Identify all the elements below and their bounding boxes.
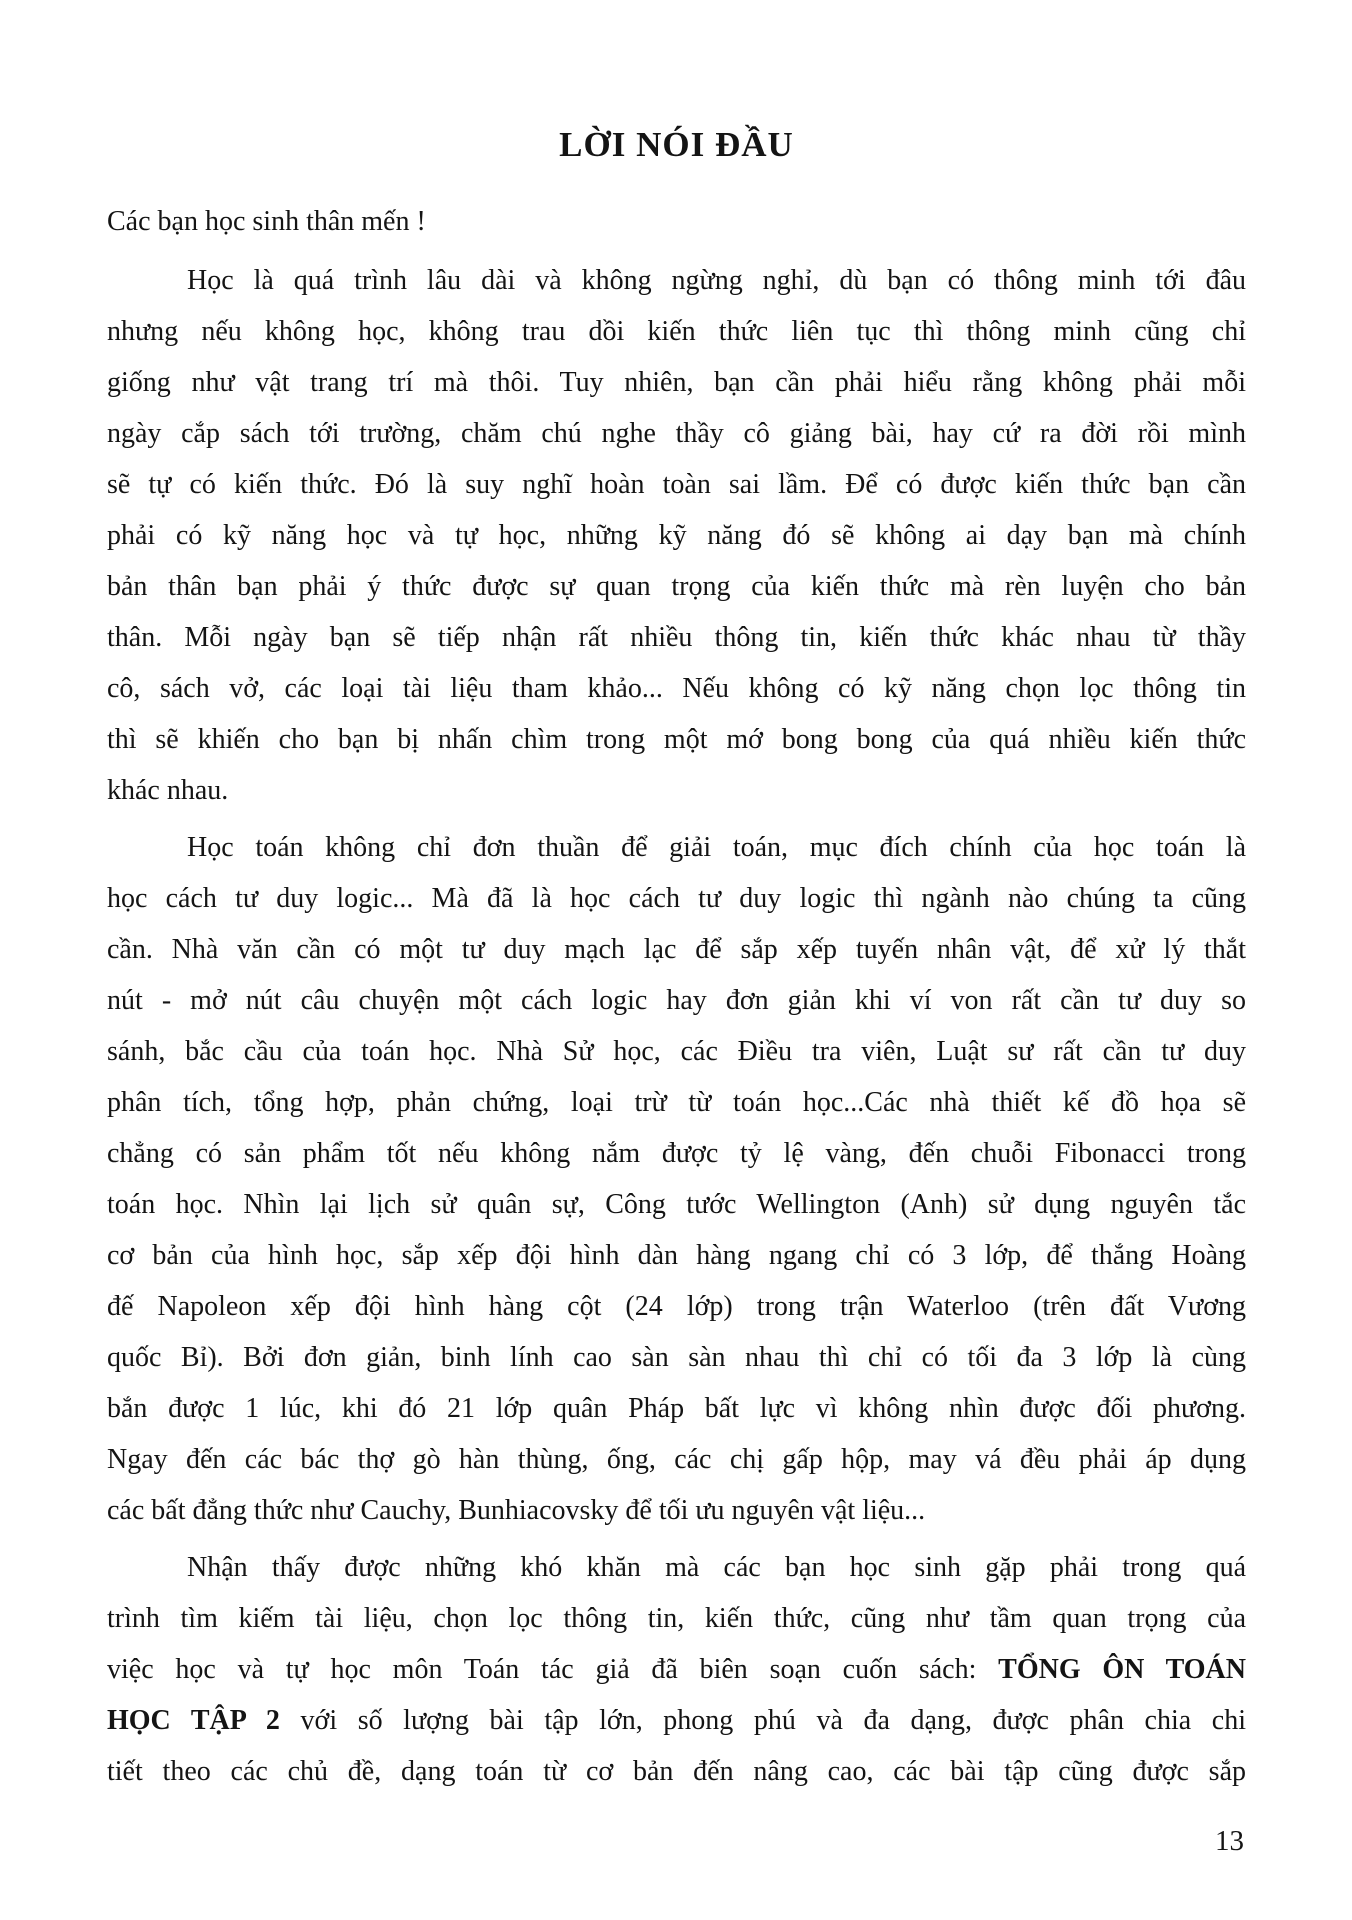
- text-segment: toán học. Nhìn lại lịch sử quân sự, Công tước Wellington (Anh) sử dụng nguyên tắc: [107, 1189, 1246, 1220]
- text-line: [107, 1179, 1246, 1230]
- paragraph: [107, 822, 1246, 1536]
- text-segment: trình tìm kiếm tài liệu, chọn lọc thông tin, kiến thức, cũng như tầm quan trọng của: [107, 1603, 1246, 1634]
- text-line: [107, 873, 1246, 924]
- text-segment: nhưng nếu không học, không trau dồi kiến thức liên tục thì thông minh cũng chỉ: [107, 316, 1246, 347]
- text-segment: ngày cắp sách tới trường, chăm chú nghe thầy cô giảng bài, hay cứ ra đời rồi mình: [107, 418, 1246, 449]
- bold-text-segment: TỔNG ÔN TOÁN: [998, 1654, 1247, 1685]
- page-title: LỜI NÓI ĐẦU: [559, 125, 794, 164]
- salutation-line: Các bạn học sinh thân mến !: [107, 206, 426, 237]
- paragraph: [107, 255, 1246, 816]
- text-segment: sẽ tự có kiến thức. Đó là suy nghĩ hoàn toàn sai lầm. Để có được kiến thức bạn cần: [107, 469, 1246, 500]
- text-segment: phải có kỹ năng học và tự học, những kỹ năng đó sẽ không ai dạy bạn mà chính: [107, 520, 1246, 551]
- text-segment: Học là quá trình lâu dài và không ngừng nghỉ, dù bạn có thông minh tới đâu: [187, 265, 1246, 296]
- text-segment: sánh, bắc cầu của toán học. Nhà Sử học, các Điều tra viên, Luật sư rất cần tư duy: [107, 1036, 1246, 1067]
- text-line: [107, 1434, 1246, 1485]
- text-line: [107, 561, 1246, 612]
- text-line: [107, 975, 1246, 1026]
- text-line: [107, 1485, 1246, 1536]
- text-line: [107, 663, 1246, 714]
- text-segment: việc học và tự học môn Toán tác giả đã biên soạn cuốn sách:: [107, 1654, 999, 1685]
- text-segment: thì sẽ khiến cho bạn bị nhấn chìm trong một mớ bong bong của quá nhiều kiến thức: [107, 724, 1246, 755]
- text-line: [107, 306, 1246, 357]
- text-segment: với số lượng bài tập lớn, phong phú và đa dạng, được phân chia chi: [279, 1705, 1246, 1736]
- text-line: [107, 1695, 1246, 1746]
- text-segment: quốc Bỉ). Bởi đơn giản, binh lính cao sàn sàn nhau thì chỉ có tối đa 3 lớp là cùng: [107, 1342, 1246, 1373]
- text-segment: cô, sách vở, các loại tài liệu tham khảo... Nếu không có kỹ năng chọn lọc thông tin: [107, 673, 1246, 704]
- text-line: [107, 1230, 1246, 1281]
- bold-text-segment: HỌC TẬP 2: [107, 1705, 280, 1736]
- text-line: [107, 255, 1246, 306]
- text-line: [107, 1281, 1246, 1332]
- text-line: [107, 1644, 1246, 1695]
- text-line: [107, 1026, 1246, 1077]
- text-line: [107, 1128, 1246, 1179]
- text-line: [107, 1542, 1246, 1593]
- text-line: [107, 1746, 1246, 1797]
- text-line: [107, 612, 1246, 663]
- text-segment: Nhận thấy được những khó khăn mà các bạn học sinh gặp phải trong quá: [187, 1552, 1246, 1583]
- text-segment: chẳng có sản phẩm tốt nếu không nắm được tỷ lệ vàng, đến chuỗi Fibonacci trong: [107, 1138, 1246, 1169]
- text-segment: bắn được 1 lúc, khi đó 21 lớp quân Pháp bất lực vì không nhìn được đối phương.: [107, 1393, 1246, 1424]
- text-line: [107, 408, 1246, 459]
- text-line: [107, 924, 1246, 975]
- text-segment: khác nhau.: [107, 775, 229, 806]
- text-segment: đế Napoleon xếp đội hình hàng cột (24 lớp) trong trận Waterloo (trên đất Vương: [107, 1291, 1246, 1322]
- text-segment: tiết theo các chủ đề, dạng toán từ cơ bản đến nâng cao, các bài tập cũng được sắp: [107, 1756, 1246, 1787]
- text-line: [107, 1332, 1246, 1383]
- text-line: [107, 510, 1246, 561]
- text-segment: Ngay đến các bác thợ gò hàn thùng, ống, các chị gấp hộp, may vá đều phải áp dụng: [107, 1444, 1246, 1475]
- text-segment: giống như vật trang trí mà thôi. Tuy nhiên, bạn cần phải hiểu rằng không phải mỗi: [107, 367, 1246, 398]
- text-segment: Học toán không chỉ đơn thuần để giải toán, mục đích chính của học toán là: [187, 832, 1246, 863]
- text-line: [107, 822, 1246, 873]
- text-segment: các bất đẳng thức như Cauchy, Bunhiacovsky để tối ưu nguyên vật liệu...: [107, 1495, 926, 1526]
- text-segment: bản thân bạn phải ý thức được sự quan trọng của kiến thức mà rèn luyện cho bản: [107, 571, 1246, 602]
- text-segment: nút - mở nút câu chuyện một cách logic hay đơn giản khi ví von rất cần tư duy so: [107, 985, 1246, 1016]
- text-line: [107, 714, 1246, 765]
- text-line: [107, 765, 1246, 816]
- text-segment: học cách tư duy logic... Mà đã là học cách tư duy logic thì ngành nào chúng ta cũng: [107, 883, 1246, 914]
- page-number: 13: [1215, 1825, 1244, 1857]
- text-line: [107, 459, 1246, 510]
- text-line: [107, 1077, 1246, 1128]
- text-line: [107, 1593, 1246, 1644]
- text-line: [107, 1383, 1246, 1434]
- document-body: [107, 255, 1246, 1797]
- text-segment: thân. Mỗi ngày bạn sẽ tiếp nhận rất nhiều thông tin, kiến thức khác nhau từ thầy: [107, 622, 1246, 653]
- text-segment: phân tích, tổng hợp, phản chứng, loại trừ từ toán học...Các nhà thiết kế đồ họa sẽ: [107, 1087, 1246, 1118]
- text-segment: cơ bản của hình học, sắp xếp đội hình dàn hàng ngang chỉ có 3 lớp, để thắng Hoàng: [107, 1240, 1246, 1271]
- text-segment: cần. Nhà văn cần có một tư duy mạch lạc để sắp xếp tuyến nhân vật, để xử lý thắt: [107, 934, 1246, 965]
- paragraph: [107, 1542, 1246, 1797]
- text-line: [107, 357, 1246, 408]
